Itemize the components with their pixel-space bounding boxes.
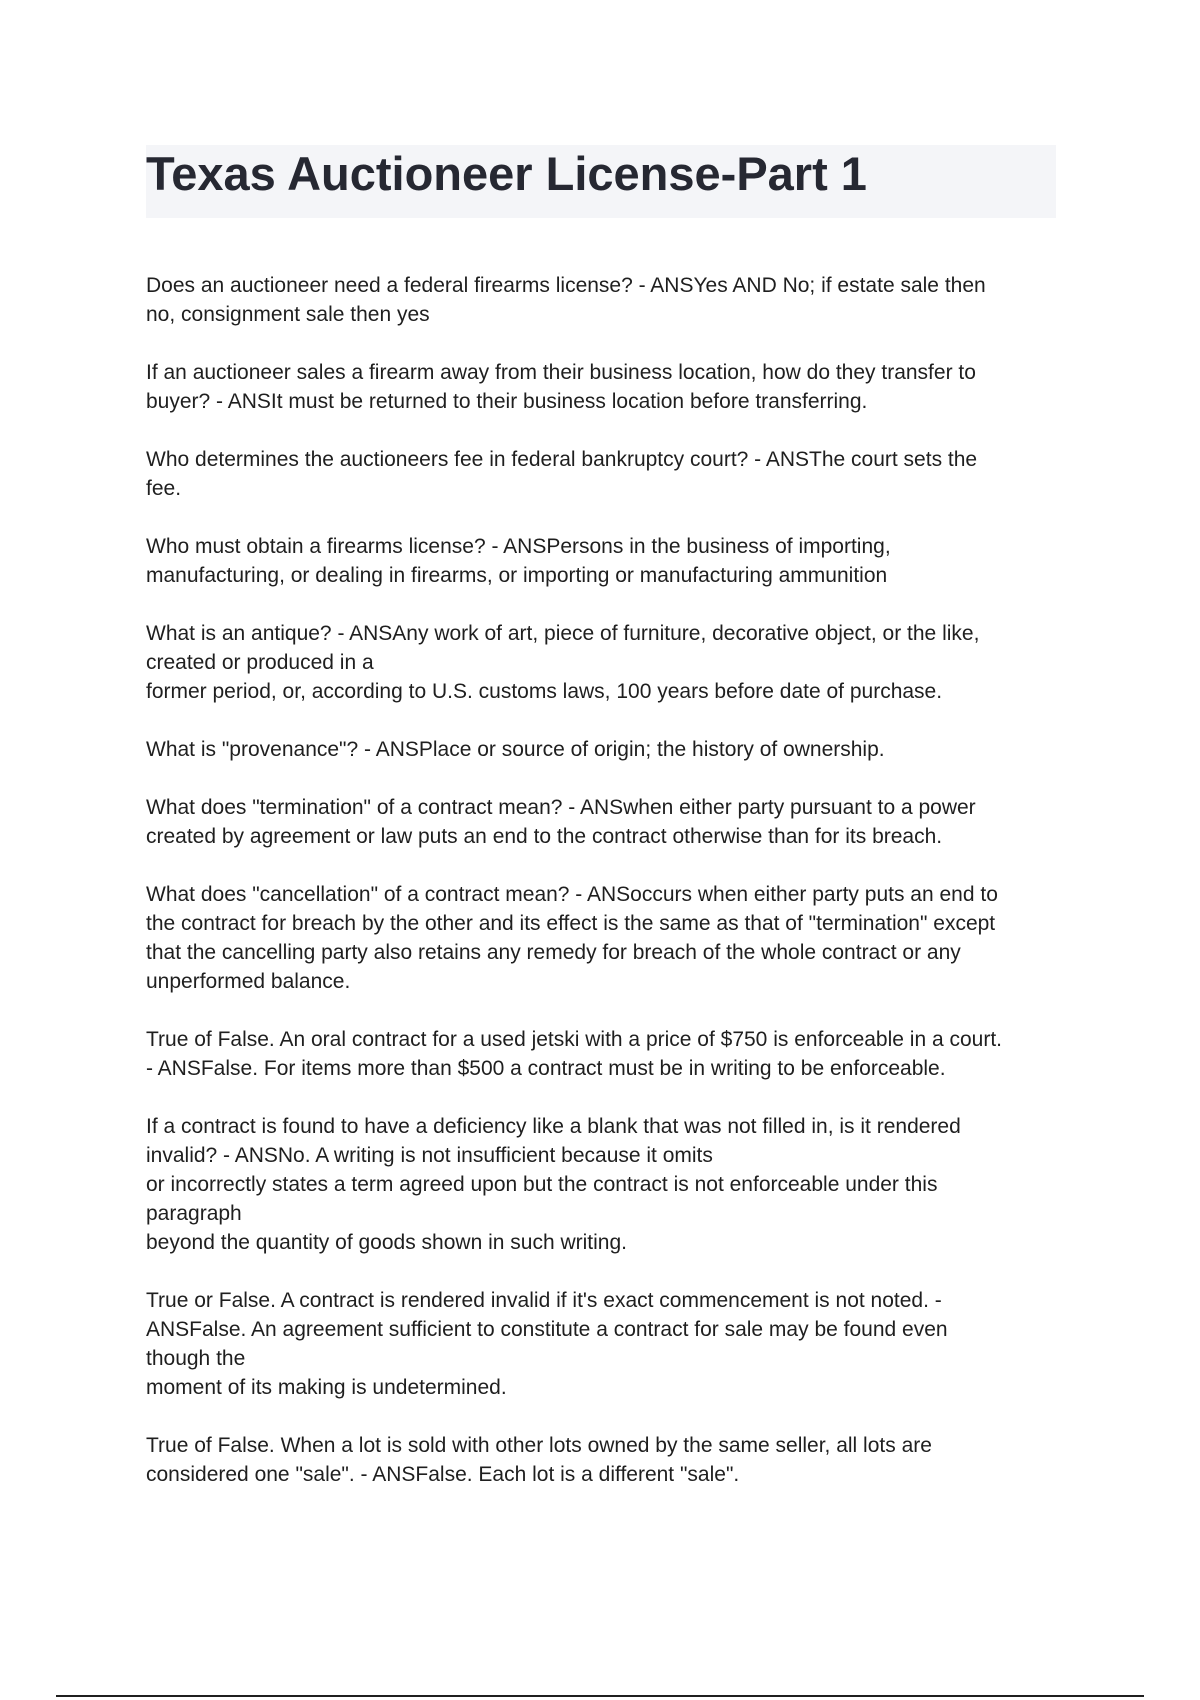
qa-line: invalid? - ANSNo. A writing is not insufficient because it omits <box>146 1144 713 1167</box>
qa-line: paragraph <box>146 1202 242 1225</box>
qa-line: buyer? - ANSIt must be returned to their business location before transferring. <box>146 390 868 413</box>
qa-line: created by agreement or law puts an end to the contract otherwise than for its breach. <box>146 825 943 848</box>
qa-line: What is an antique? - ANSAny work of art, piece of furniture, decorative object, or the like, <box>146 622 980 645</box>
qa-line: considered one "sale". - ANSFalse. Each lot is a different "sale". <box>146 1463 740 1486</box>
qa-entry <box>146 1025 1061 1083</box>
qa-line: though the <box>146 1347 246 1370</box>
qa-entry <box>146 1112 1061 1257</box>
qa-line: What does "cancellation" of a contract mean? - ANSoccurs when either party puts an end to <box>146 883 998 906</box>
qa-line: - ANSFalse. For items more than $500 a contract must be in writing to be enforceable. <box>146 1057 946 1080</box>
qa-line: Who must obtain a firearms license? - ANSPersons in the business of importing, <box>146 535 891 558</box>
qa-line: created or produced in a <box>146 651 374 674</box>
qa-entry <box>146 880 1061 996</box>
qa-line: True of False. An oral contract for a used jetski with a price of $750 is enforceable in a court. <box>146 1028 1002 1051</box>
qa-entry <box>146 532 1061 590</box>
qa-line: no, consignment sale then yes <box>146 303 430 326</box>
qa-line: moment of its making is undetermined. <box>146 1376 507 1399</box>
qa-line: What is "provenance"? - ANSPlace or source of origin; the history of ownership. <box>146 738 885 761</box>
qa-line: that the cancelling party also retains any remedy for breach of the whole contract or any <box>146 941 961 964</box>
qa-line: unperformed balance. <box>146 970 351 993</box>
qa-line: If a contract is found to have a deficiency like a blank that was not filled in, is it rendered <box>146 1115 961 1138</box>
qa-line: Who determines the auctioneers fee in federal bankruptcy court? - ANSThe court sets the <box>146 448 978 471</box>
qa-line: beyond the quantity of goods shown in such writing. <box>146 1231 627 1254</box>
qa-entry <box>146 445 1061 503</box>
qa-entry <box>146 735 1061 764</box>
page-title: Texas Auctioneer License-Part 1 <box>146 147 867 200</box>
qa-list <box>146 271 1061 1518</box>
qa-entry <box>146 619 1061 706</box>
qa-entry <box>146 271 1061 329</box>
qa-line: manufacturing, or dealing in firearms, or importing or manufacturing ammunition <box>146 564 888 587</box>
qa-line: True of False. When a lot is sold with other lots owned by the same seller, all lots are <box>146 1434 932 1457</box>
qa-entry <box>146 358 1061 416</box>
qa-line: If an auctioneer sales a firearm away from their business location, how do they transfer to <box>146 361 976 384</box>
qa-entry <box>146 793 1061 851</box>
qa-line: former period, or, according to U.S. customs laws, 100 years before date of purchase. <box>146 680 943 703</box>
qa-line: or incorrectly states a term agreed upon but the contract is not enforceable under this <box>146 1173 938 1196</box>
qa-line: True or False. A contract is rendered invalid if it's exact commencement is not noted. - <box>146 1289 942 1312</box>
footer-rule <box>56 1695 1144 1697</box>
qa-line: fee. <box>146 477 182 500</box>
qa-entry <box>146 1431 1061 1489</box>
qa-entry <box>146 1286 1061 1402</box>
qa-line: Does an auctioneer need a federal firearms license? - ANSYes AND No; if estate sale then <box>146 274 986 297</box>
qa-line: What does "termination" of a contract mean? - ANSwhen either party pursuant to a power <box>146 796 976 819</box>
qa-line: the contract for breach by the other and its effect is the same as that of "termination" except <box>146 912 996 935</box>
qa-line: ANSFalse. An agreement sufficient to constitute a contract for sale may be found even <box>146 1318 948 1341</box>
